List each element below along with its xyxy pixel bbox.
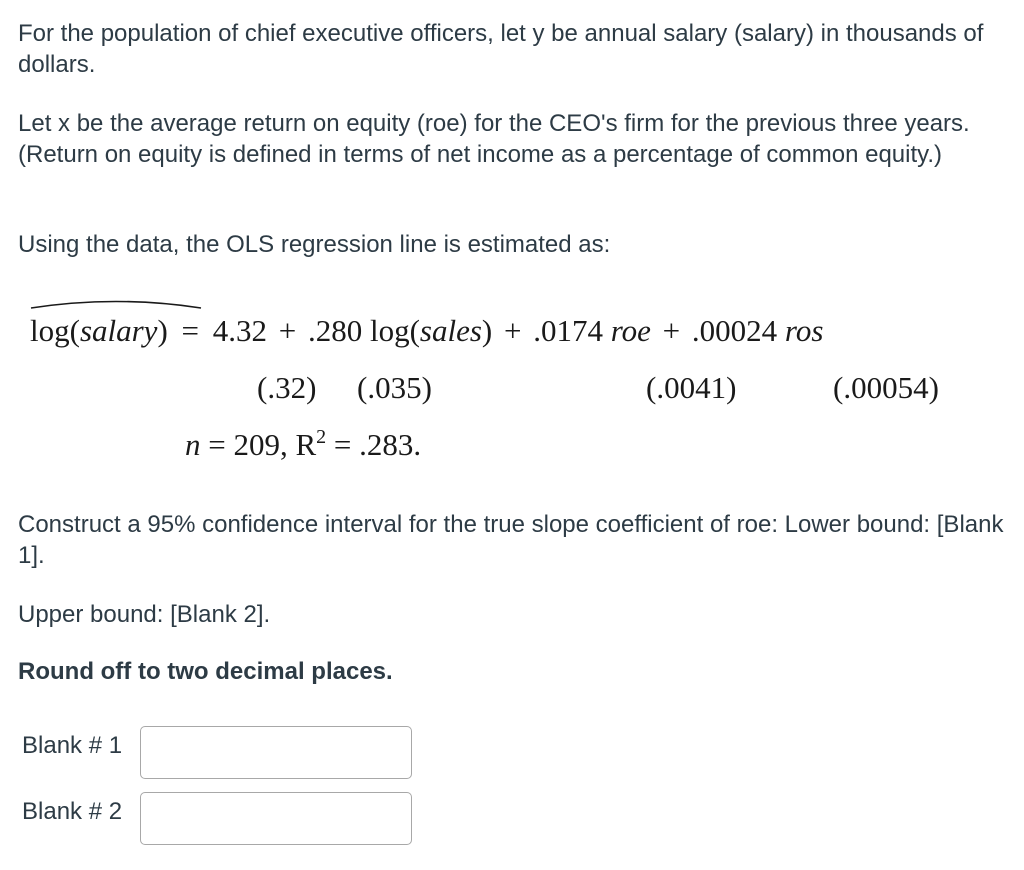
hat-symbol [30,297,202,309]
n-symbol: n [185,427,201,462]
plus-sign: + [278,313,297,348]
task-text: Construct a 95% confidence interval for the true slope coefficient of roe: Lower bound: [Blank 1]. [18,511,1004,569]
log-sales-func: log( [369,313,420,348]
r2-value: = .283. [326,427,422,462]
blank-2-label: Blank # 2 [22,798,123,825]
question-intro: For the population of chief executive officers, let y be annual salary (salary) in thousands of dollars. [18,20,984,78]
se-intercept: (.32) [257,370,317,405]
coef-ros: .00024 [691,313,778,348]
r2-superscript: 2 [316,426,327,448]
blank-1-label: Blank # 1 [22,732,123,759]
sample-stats [185,427,421,463]
x-definition: Let x be the average return on equity (roe) for the CEO's firm for the previous three years. (Return on equity is defined in terms of net income as a percentage of common equity.) [18,110,970,168]
log-sales-close: ) [481,313,493,348]
coef-roe: .0174 [533,313,603,348]
lhs-log: log( [30,313,80,348]
intercept-value: 4.32 [212,313,267,348]
equals-sign: = [181,313,199,348]
coef-sales: .280 [307,313,363,348]
se-ros: (.00054) [833,370,939,405]
var-ros: ros [784,313,824,348]
n-value: = 209, R [208,427,317,462]
blank-2-input[interactable] [140,792,412,845]
rounding-instruction: Round off to two decimal places. [18,658,393,685]
var-roe: roe [610,313,651,348]
ols-intro: Using the data, the OLS regression line is estimated as: [18,231,611,258]
var-sales: sales [419,313,482,348]
se-sales: (.035) [357,370,432,405]
plus-sign: + [504,313,522,348]
lhs-close: ) [157,313,168,348]
plus-sign: + [662,313,681,348]
regression-equation [30,313,823,349]
blank-1-input[interactable] [140,726,412,779]
lhs-salary: salary [79,313,158,348]
upper-bound-text: Upper bound: [Blank 2]. [18,601,271,628]
se-roe: (.0041) [646,370,737,405]
